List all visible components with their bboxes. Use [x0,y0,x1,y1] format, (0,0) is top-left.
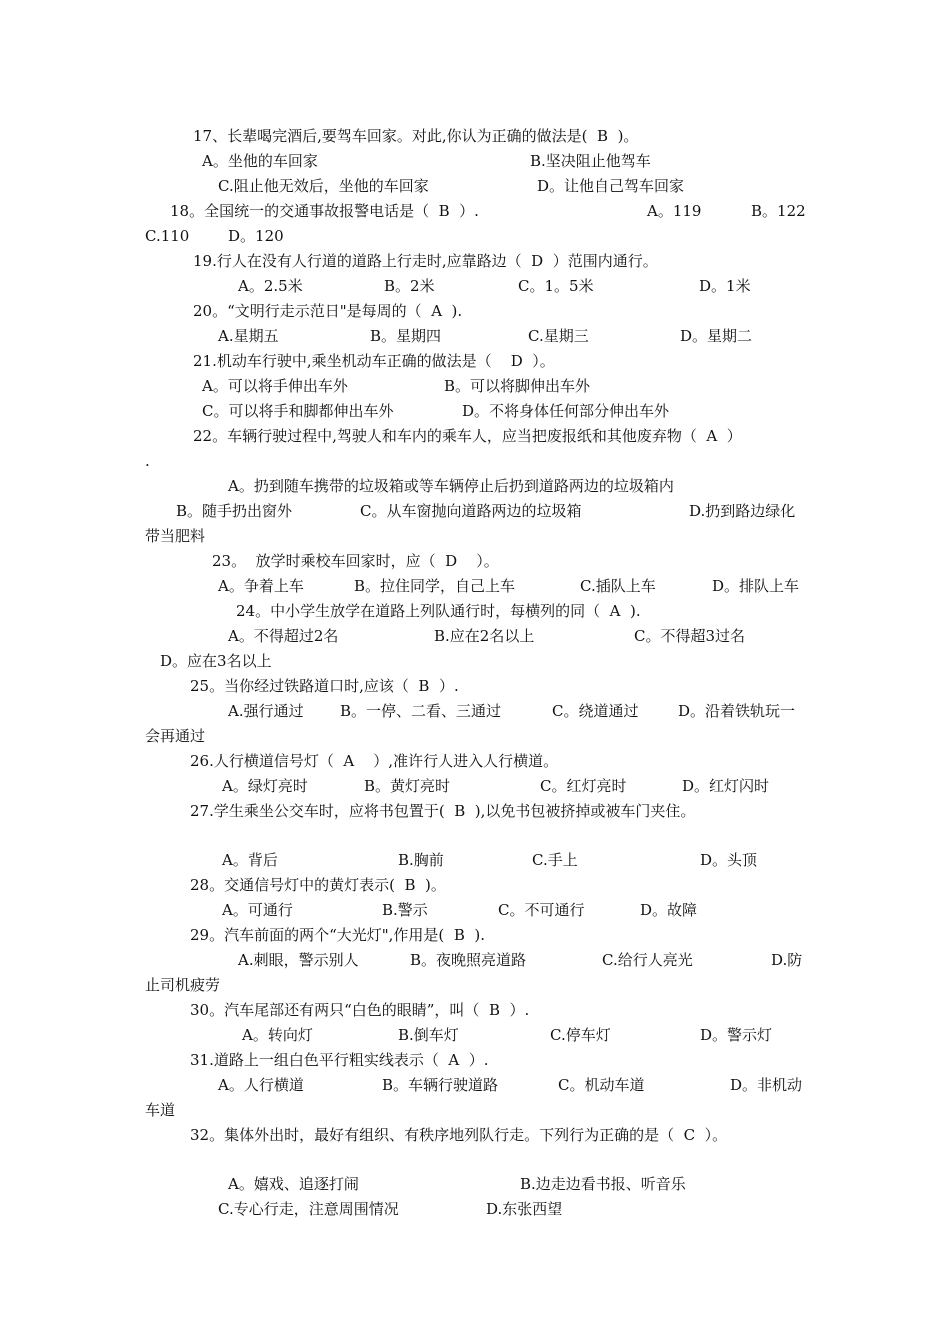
q26-option-c: C。红灯亮时 [540,777,627,795]
q25-option-d: D。沿着铁轨玩一 [678,702,796,720]
q22-option-d-continuation: 带当肥料 [145,527,206,545]
q28-option-a: A。可通行 [222,901,293,919]
q27-option-c: C.手上 [532,851,578,869]
question-28: 28。交通信号灯中的黄灯表示( B )。 [190,876,446,894]
q31-option-d: D。非机动 [730,1076,803,1094]
q20-option-c: C.星期三 [528,327,589,345]
q32-option-d: D.东张西望 [486,1200,563,1218]
q26-option-d: D。红灯闪时 [682,777,770,795]
q21-option-d: D。不将身体任何部分伸出车外 [462,402,670,420]
q29-option-c: C.给行人亮光 [602,951,693,969]
q22-option-d: D.扔到路边绿化 [689,502,796,520]
q21-option-a: A。可以将手伸出车外 [202,377,348,395]
q27-option-d: D。头顶 [700,851,758,869]
q18-option-a: A。119 [647,202,702,220]
q26-option-a: A。绿灯亮时 [222,777,308,795]
q21-option-c: C。可以将手和脚都伸出车外 [202,402,394,420]
q25-option-a: A.强行通过 [228,702,304,720]
q22-continuation: . [145,452,150,470]
q25-option-c: C。绕道通过 [552,702,639,720]
question-31: 31.道路上一组白色平行粗实线表示（ A ）. [190,1051,489,1069]
q27-option-b: B.胸前 [398,851,444,869]
question-22: 22。车辆行驶过程中,驾驶人和车内的乘车人，应当把废报纸和其他废弃物（ A ） [193,427,742,445]
q30-option-c: C.停车灯 [550,1026,611,1044]
q17-option-c: C.阻止他无效后，坐他的车回家 [218,177,429,195]
q24-option-c: C。不得超3过名 [634,627,746,645]
q19-option-a: A。2.5米 [238,277,303,295]
question-23: 23。 放学时乘校车回家时，应（ D ）。 [212,552,499,570]
question-29: 29。汽车前面的两个“大光灯",作用是( B ). [190,926,485,944]
q19-option-c: C。1。5米 [518,277,594,295]
q27-option-a: A。背后 [222,851,278,869]
q22-option-a: A。扔到随车携带的垃圾箱或等车辆停止后扔到道路两边的垃圾箱内 [228,477,674,495]
q32-option-c: C.专心行走，注意周围情况 [218,1200,399,1218]
q30-option-d: D。警示灯 [700,1026,773,1044]
question-25: 25。当你经过铁路道口时,应该（ B ）. [190,677,459,695]
q17-option-d: D。让他自己驾车回家 [537,177,685,195]
q20-option-b: B。星期四 [370,327,442,345]
q32-option-a: A。嬉戏、追逐打闹 [228,1175,359,1193]
q32-option-b: B.边走边看书报、听音乐 [520,1175,686,1193]
q31-option-d-continuation: 车道 [145,1101,176,1119]
q29-option-a: A.刺眼，警示别人 [238,951,359,969]
question-26: 26.人行横道信号灯（ A ）,准许行人进入人行横道。 [190,752,559,770]
q24-option-a: A。不得超过2名 [228,627,339,645]
q22-option-b: B。随手扔出窗外 [176,502,293,520]
question-17: 17、长辈喝完酒后,要驾车回家。对此,你认为正确的做法是( B )。 [193,127,639,145]
question-27: 27.学生乘坐公交车时，应将书包置于( B ),以免书包被挤掉或被车门夹住。 [190,802,696,820]
q28-option-c: C。不可通行 [498,901,585,919]
q30-option-a: A。转向灯 [242,1026,313,1044]
q23-option-d: D。排队上车 [712,577,800,595]
q29-option-d-continuation: 止司机疲劳 [145,976,221,994]
q17-option-b: B.坚决阻止他驾车 [530,152,651,170]
q23-option-b: B。拉住同学，自己上车 [354,577,516,595]
q30-option-b: B.倒车灯 [398,1026,459,1044]
q19-option-d: D。1米 [699,277,751,295]
question-32: 32。集体外出时，最好有组织、有秩序地列队行走。下列行为正确的是（ C ）。 [190,1126,728,1144]
question-18: 18。全国统一的交通事故报警电话是（ B ）. [170,202,479,220]
q24-option-b: B.应在2名以上 [434,627,535,645]
q22-option-c: C。从车窗抛向道路两边的垃圾箱 [360,502,582,520]
q28-option-d: D。故障 [640,901,698,919]
q21-option-b: B。可以将脚伸出车外 [444,377,591,395]
q26-option-b: B。黄灯亮时 [364,777,451,795]
q25-option-d-continuation: 会再通过 [145,727,206,745]
q19-option-b: B。2米 [384,277,435,295]
q17-option-a: A。坐他的车回家 [202,152,318,170]
question-30: 30。汽车尾部还有两只“白色的眼睛”，叫（ B ）. [190,1001,530,1019]
q20-option-d: D。星期二 [680,327,753,345]
q18-option-b: B。122 [751,202,806,220]
question-24: 24。中小学生放学在道路上列队通行时，每横列的同（ A ). [236,602,641,620]
question-20: 20。“文明行走示范日"是每周的（ A ). [193,302,463,320]
q31-option-c: C。机动车道 [558,1076,645,1094]
q24-option-d: D。应在3名以上 [160,652,272,670]
q31-option-a: A。人行横道 [218,1076,304,1094]
q29-option-b: B。夜晚照亮道路 [410,951,527,969]
question-19: 19.行人在没有人行道的道路上行走时,应靠路边（ D ）范围内通行。 [193,252,658,270]
q20-option-a: A.星期五 [218,327,279,345]
question-21: 21.机动车行驶中,乘坐机动车正确的做法是（ D ）。 [193,352,555,370]
q29-option-d: D.防 [771,951,803,969]
q31-option-b: B。车辆行驶道路 [382,1076,499,1094]
q23-option-a: A。争着上车 [218,577,304,595]
q28-option-b: B.警示 [382,901,428,919]
q18-option-d: D。120 [228,227,284,245]
q23-option-c: C.插队上车 [580,577,656,595]
q25-option-b: B。一停、二看、三通过 [340,702,502,720]
q18-option-c: C.110 [145,227,190,245]
